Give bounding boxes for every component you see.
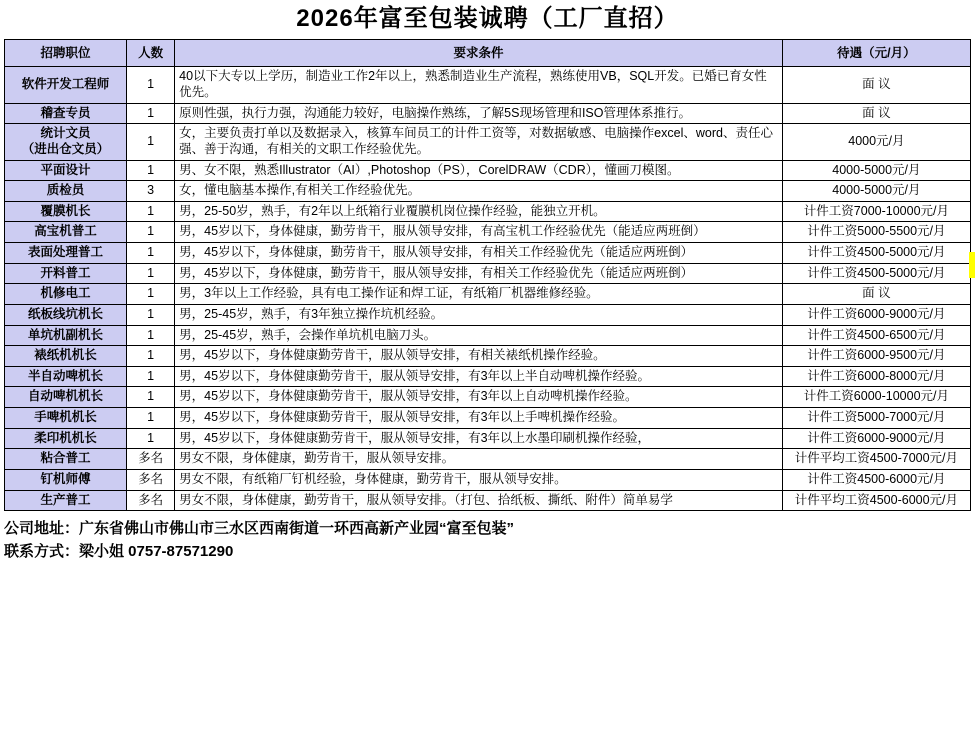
cell-requirement: 男、女不限，熟悉Illustrator（AI）,Photoshop（PS），CorelDRAW（CDR），懂画刀模图。 bbox=[175, 160, 783, 181]
cell-pay: 计件平均工资4500-7000元/月 bbox=[782, 449, 970, 470]
table-row bbox=[5, 263, 971, 284]
jobs-table bbox=[4, 39, 971, 511]
cell-count: 1 bbox=[127, 366, 175, 387]
cell-requirement: 男，45岁以下，身体健康，勤劳肯干，服从领导安排，有相关工作经验优先（能适应两班倒） bbox=[175, 243, 783, 264]
cell-requirement: 男，45岁以下，身体健康勤劳肯干，服从领导安排，有相关裱纸机操作经验。 bbox=[175, 346, 783, 367]
cell-requirement: 女，懂电脑基本操作,有相关工作经验优先。 bbox=[175, 181, 783, 202]
cell-position: 机修电工 bbox=[5, 284, 127, 305]
table-row bbox=[5, 366, 971, 387]
cell-requirement: 男，3年以上工作经验，具有电工操作证和焊工证，有纸箱厂机器维修经验。 bbox=[175, 284, 783, 305]
cell-pay: 计件工资4500-5000元/月 bbox=[782, 263, 970, 284]
cell-count: 1 bbox=[127, 222, 175, 243]
cell-pay: 计件平均工资4500-6000元/月 bbox=[782, 490, 970, 511]
cell-requirement: 40以下大专以上学历，制造业工作2年以上，熟悉制造业生产流程，熟练使用VB，SQL开发。已婚已育女性优先。 bbox=[175, 67, 783, 103]
table-row bbox=[5, 408, 971, 429]
cell-position: 开料普工 bbox=[5, 263, 127, 284]
contact-value: 梁小姐 0757-87571290 bbox=[79, 543, 234, 561]
cell-position: 统计文员 （进出仓文员） bbox=[5, 124, 127, 160]
cell-pay: 计件工资6000-10000元/月 bbox=[782, 387, 970, 408]
contact-label: 联系方式： bbox=[4, 543, 80, 561]
cell-pay: 4000元/月 bbox=[782, 124, 970, 160]
cell-pay: 计件工资4500-6500元/月 bbox=[782, 325, 970, 346]
cell-position: 纸板线坑机长 bbox=[5, 304, 127, 325]
cell-position: 钉机师傅 bbox=[5, 469, 127, 490]
cell-requirement: 女，主要负责打单以及数据录入，核算车间员工的计件工资等，对数据敏感、电脑操作excel、word、责任心强、善于沟通，有相关的文职工作经验优先。 bbox=[175, 124, 783, 160]
cell-position: 覆膜机长 bbox=[5, 201, 127, 222]
cell-requirement: 男女不限，身体健康，勤劳肯干，服从领导安排。 bbox=[175, 449, 783, 470]
cell-count: 3 bbox=[127, 181, 175, 202]
cell-count: 1 bbox=[127, 124, 175, 160]
cell-requirement: 男，25-45岁，熟手，会操作单坑机电脑刀头。 bbox=[175, 325, 783, 346]
page-title: 2026年富至包装诚聘（工厂直招） bbox=[296, 5, 679, 32]
cell-requirement: 男，45岁以下，身体健康勤劳肯干，服从领导安排，有3年以上手啤机操作经验。 bbox=[175, 408, 783, 429]
column-header-pay: 待遇（元/月） bbox=[782, 40, 970, 67]
table-body bbox=[5, 67, 971, 511]
table-row bbox=[5, 243, 971, 264]
cell-count: 多名 bbox=[127, 469, 175, 490]
cell-pay: 计件工资4500-6000元/月 bbox=[782, 469, 970, 490]
cell-requirement: 男女不限，身体健康，勤劳肯干，服从领导安排。（打包、拾纸板、撕纸、附件）简单易学 bbox=[175, 490, 783, 511]
cell-position: 裱纸机机长 bbox=[5, 346, 127, 367]
table-row bbox=[5, 346, 971, 367]
cell-position: 平面设计 bbox=[5, 160, 127, 181]
table-row bbox=[5, 387, 971, 408]
cell-count: 多名 bbox=[127, 490, 175, 511]
table-row bbox=[5, 469, 971, 490]
table-row bbox=[5, 201, 971, 222]
cell-count: 1 bbox=[127, 201, 175, 222]
cell-requirement: 男，45岁以下，身体健康勤劳肯干，服从领导安排，有3年以上自动啤机操作经验。 bbox=[175, 387, 783, 408]
cell-pay: 计件工资6000-9000元/月 bbox=[782, 428, 970, 449]
cell-count: 1 bbox=[127, 346, 175, 367]
column-header-count: 人数 bbox=[127, 40, 175, 67]
company-address-line bbox=[4, 517, 975, 540]
table-row bbox=[5, 181, 971, 202]
cell-pay: 计件工资6000-9500元/月 bbox=[782, 346, 970, 367]
footer-info bbox=[0, 517, 975, 564]
cell-count: 1 bbox=[127, 387, 175, 408]
cell-pay: 面 议 bbox=[782, 67, 970, 103]
cell-count: 1 bbox=[127, 103, 175, 124]
table-row bbox=[5, 124, 971, 160]
cell-count: 1 bbox=[127, 263, 175, 284]
cell-pay: 计件工资5000-5500元/月 bbox=[782, 222, 970, 243]
cell-position: 生产普工 bbox=[5, 490, 127, 511]
table-header-row bbox=[5, 40, 971, 67]
cell-requirement: 男，25-45岁，熟手，有3年独立操作坑机经验。 bbox=[175, 304, 783, 325]
cell-requirement: 男，45岁以下，身体健康，勤劳肯干，服从领导安排，有相关工作经验优先（能适应两班倒） bbox=[175, 263, 783, 284]
table-row bbox=[5, 325, 971, 346]
column-header-requirement: 要求条件 bbox=[175, 40, 783, 67]
column-header-position: 招聘职位 bbox=[5, 40, 127, 67]
table-row bbox=[5, 103, 971, 124]
cell-pay: 计件工资5000-7000元/月 bbox=[782, 408, 970, 429]
cell-position: 表面处理普工 bbox=[5, 243, 127, 264]
table-row bbox=[5, 67, 971, 103]
cell-count: 多名 bbox=[127, 449, 175, 470]
cell-position: 自动啤机机长 bbox=[5, 387, 127, 408]
contact-line bbox=[4, 540, 975, 563]
cell-position: 半自动啤机长 bbox=[5, 366, 127, 387]
cell-pay: 计件工资4500-5000元/月 bbox=[782, 243, 970, 264]
cell-pay: 计件工资6000-8000元/月 bbox=[782, 366, 970, 387]
cell-requirement: 男女不限，有纸箱厂钉机经验，身体健康，勤劳肯干，服从领导安排。 bbox=[175, 469, 783, 490]
cell-pay: 面 议 bbox=[782, 284, 970, 305]
cell-position: 质检员 bbox=[5, 181, 127, 202]
cell-position: 稽查专员 bbox=[5, 103, 127, 124]
table-row bbox=[5, 160, 971, 181]
cell-position: 单坑机副机长 bbox=[5, 325, 127, 346]
cell-position: 柔印机机长 bbox=[5, 428, 127, 449]
cell-requirement: 男，45岁以下，身体健康勤劳肯干，服从领导安排，有3年以上半自动啤机操作经验。 bbox=[175, 366, 783, 387]
cell-pay: 计件工资7000-10000元/月 bbox=[782, 201, 970, 222]
cell-count: 1 bbox=[127, 428, 175, 449]
table-header bbox=[5, 40, 971, 67]
cell-position: 手啤机机长 bbox=[5, 408, 127, 429]
cell-pay: 面 议 bbox=[782, 103, 970, 124]
cell-count: 1 bbox=[127, 243, 175, 264]
table-row bbox=[5, 449, 971, 470]
cell-count: 1 bbox=[127, 67, 175, 103]
cell-count: 1 bbox=[127, 304, 175, 325]
cell-requirement: 男，25-50岁，熟手，有2年以上纸箱行业覆膜机岗位操作经验，能独立开机。 bbox=[175, 201, 783, 222]
cell-count: 1 bbox=[127, 408, 175, 429]
cell-count: 1 bbox=[127, 284, 175, 305]
cell-count: 1 bbox=[127, 325, 175, 346]
highlight-marker bbox=[969, 252, 975, 278]
cell-count: 1 bbox=[127, 160, 175, 181]
company-address-label: 公司地址： bbox=[4, 520, 80, 538]
table-row bbox=[5, 490, 971, 511]
cell-pay: 4000-5000元/月 bbox=[782, 160, 970, 181]
company-address-value: 广东省佛山市佛山市三水区西南街道一环西高新产业园“富至包装” bbox=[79, 520, 515, 538]
cell-position: 粘合普工 bbox=[5, 449, 127, 470]
cell-pay: 4000-5000元/月 bbox=[782, 181, 970, 202]
table-row bbox=[5, 428, 971, 449]
cell-requirement: 原则性强，执行力强，沟通能力较好，电脑操作熟练，了解5S现场管理和ISO管理体系推行。 bbox=[175, 103, 783, 124]
table-row bbox=[5, 222, 971, 243]
table-row bbox=[5, 284, 971, 305]
cell-position: 高宝机普工 bbox=[5, 222, 127, 243]
cell-requirement: 男，45岁以下，身体健康，勤劳肯干，服从领导安排，有高宝机工作经验优先（能适应两班倒） bbox=[175, 222, 783, 243]
cell-requirement: 男，45岁以下，身体健康勤劳肯干，服从领导安排，有3年以上水墨印刷机操作经验， bbox=[175, 428, 783, 449]
cell-pay: 计件工资6000-9000元/月 bbox=[782, 304, 970, 325]
cell-position: 软件开发工程师 bbox=[5, 67, 127, 103]
table-row bbox=[5, 304, 971, 325]
